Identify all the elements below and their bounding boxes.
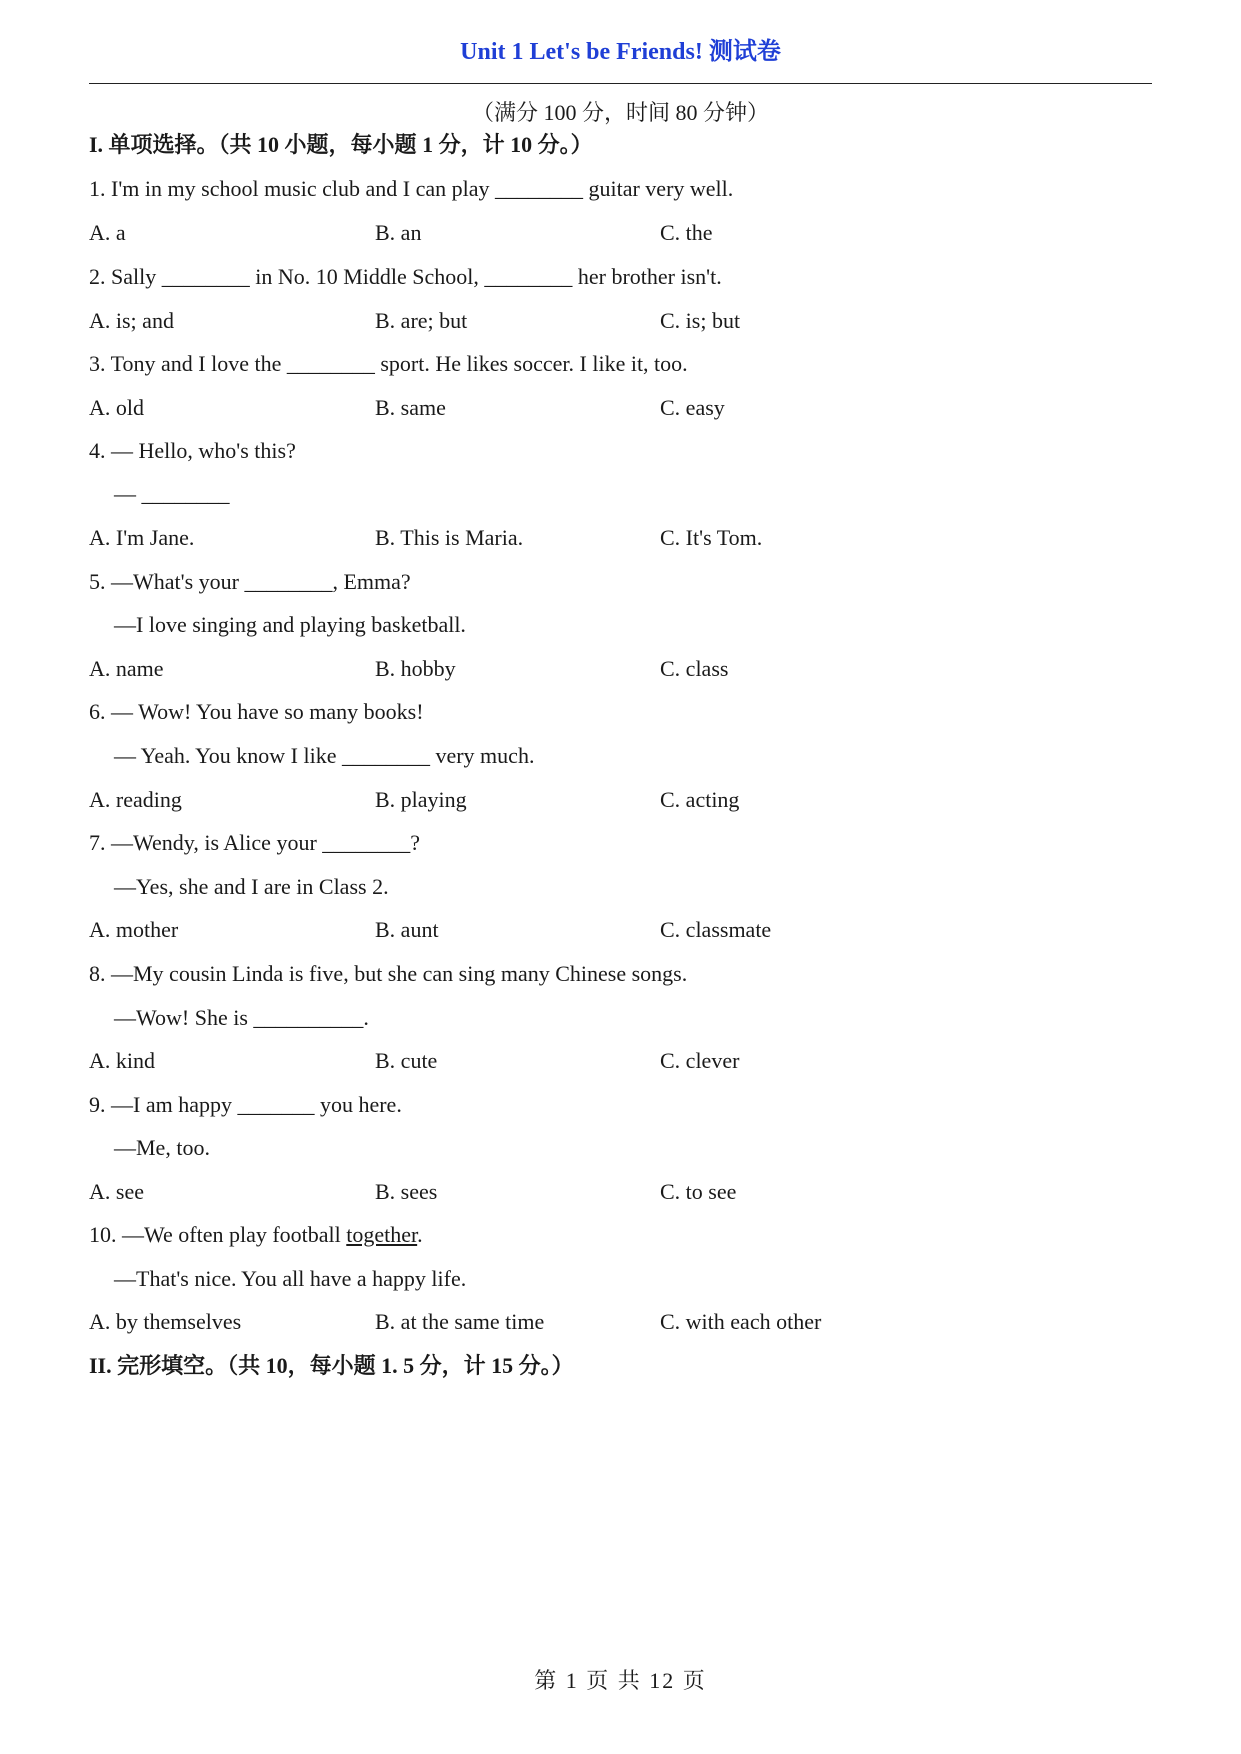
section-1-heading: I. 单项选择。（共 10 小题，每小题 1 分，计 10 分。）	[89, 132, 593, 157]
question-1: 1. I'm in my school music club and I can play ________ guitar very well.	[89, 176, 734, 201]
option-a: A. old	[89, 395, 144, 420]
page-number: 第 1 页 共 12 页	[534, 1668, 707, 1693]
question-7-options	[89, 915, 1152, 945]
question-6: 6. — Wow! You have so many books!	[89, 699, 424, 724]
option-c: C. easy	[660, 395, 725, 420]
page-title: Unit 1 Let's be Friends! 测试卷	[460, 39, 781, 65]
option-a: A. is; and	[89, 308, 174, 333]
option-b: B. This is Maria.	[375, 525, 524, 550]
option-a: A. reading	[89, 787, 182, 812]
option-a: A. mother	[89, 917, 179, 942]
option-c: C. clever	[660, 1048, 740, 1073]
question-6-reply: — Yeah. You know I like ________ very much.	[114, 743, 535, 768]
option-b: B. sees	[375, 1179, 438, 1204]
question-1-options	[89, 218, 1152, 248]
option-b: B. hobby	[375, 656, 456, 681]
question-10-options	[89, 1307, 1152, 1337]
section-2-heading: II. 完形填空。（共 10，每小题 1. 5 分，计 15 分。）	[89, 1353, 574, 1378]
option-b: B. an	[375, 220, 422, 245]
question-2-options	[89, 306, 1152, 336]
option-b: B. aunt	[375, 917, 439, 942]
option-b: B. are; but	[375, 308, 468, 333]
option-c: C. the	[660, 220, 713, 245]
option-a: A. name	[89, 656, 164, 681]
question-9-reply: —Me, too.	[114, 1135, 210, 1160]
question-3: 3. Tony and I love the ________ sport. He likes soccer. I like it, too.	[89, 351, 688, 376]
question-8-reply: —Wow! She is __________.	[114, 1005, 369, 1030]
question-4-options	[89, 523, 1152, 553]
question-4: 4. — Hello, who's this?	[89, 438, 296, 463]
option-a: A. a	[89, 220, 126, 245]
question-4-reply: — ________	[114, 481, 230, 506]
question-3-options	[89, 393, 1152, 423]
option-c: C. classmate	[660, 917, 772, 942]
question-2: 2. Sally ________ in No. 10 Middle School, ________ her brother isn't.	[89, 264, 722, 289]
option-b: B. same	[375, 395, 446, 420]
option-c: C. It's Tom.	[660, 525, 763, 550]
question-10-reply: —That's nice. You all have a happy life.	[114, 1266, 467, 1291]
option-c: C. is; but	[660, 308, 741, 333]
question-5-options	[89, 654, 1152, 684]
option-b: B. cute	[375, 1048, 438, 1073]
option-a: A. I'm Jane.	[89, 525, 195, 550]
option-c: C. acting	[660, 787, 740, 812]
option-b: B. playing	[375, 787, 467, 812]
question-8: 8. —My cousin Linda is five, but she can sing many Chinese songs.	[89, 961, 688, 986]
question-8-options	[89, 1046, 1152, 1076]
question-10-text: 10. —We often play football	[89, 1222, 347, 1247]
option-c: C. with each other	[660, 1309, 822, 1334]
question-9-options	[89, 1177, 1152, 1207]
question-7-reply: —Yes, she and I are in Class 2.	[114, 874, 389, 899]
option-b: B. at the same time	[375, 1309, 545, 1334]
question-7: 7. —Wendy, is Alice your ________?	[89, 830, 421, 855]
option-a: A. kind	[89, 1048, 155, 1073]
question-5-reply: —I love singing and playing basketball.	[114, 612, 466, 637]
question-6-options	[89, 785, 1152, 815]
question-5: 5. —What's your ________, Emma?	[89, 569, 411, 594]
underlined-word: together	[346, 1222, 418, 1247]
option-a: A. see	[89, 1179, 144, 1204]
header-divider	[89, 83, 1152, 84]
question-10	[89, 1220, 423, 1250]
option-c: C. to see	[660, 1179, 737, 1204]
option-c: C. class	[660, 656, 729, 681]
option-a: A. by themselves	[89, 1309, 242, 1334]
score-time-note: （满分 100 分，时间 80 分钟）	[471, 100, 769, 125]
question-9: 9. —I am happy _______ you here.	[89, 1092, 402, 1117]
question-10-end: .	[417, 1222, 423, 1247]
